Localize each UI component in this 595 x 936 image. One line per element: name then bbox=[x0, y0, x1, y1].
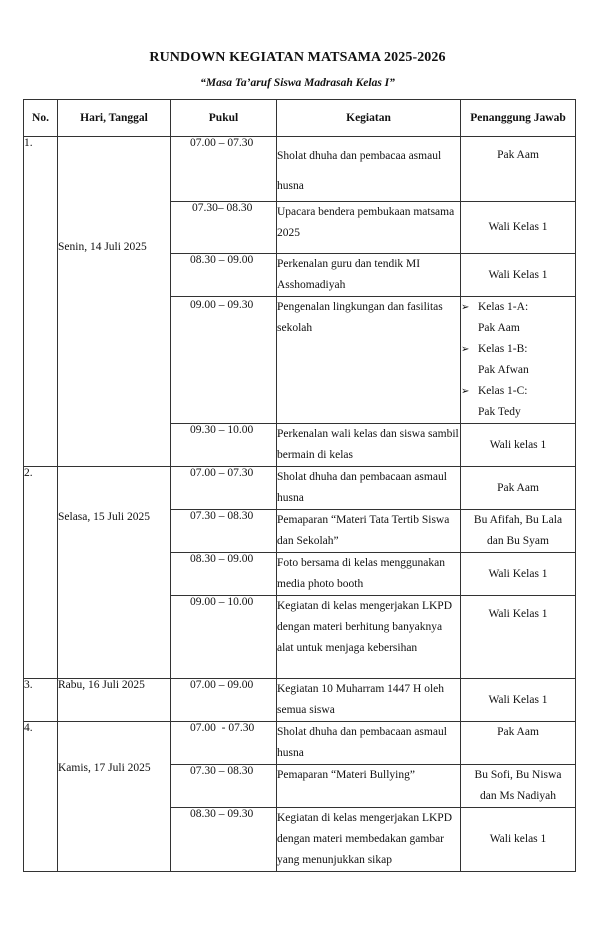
document-subtitle: “Masa Ta’aruf Siswa Madrasah Kelas I” bbox=[200, 77, 395, 89]
time-cell: 07.30 – 08.30 bbox=[171, 510, 277, 553]
pj-cell: Wali Kelas 1 bbox=[461, 596, 576, 679]
time-cell: 09.00 – 10.00 bbox=[171, 596, 277, 679]
pj-cell: Wali Kelas 1 bbox=[461, 679, 576, 722]
header-no: No. bbox=[24, 100, 58, 137]
table-header-row bbox=[24, 100, 576, 137]
pj-cell: Bu Afifah, Bu Lala dan Bu Syam bbox=[461, 510, 576, 553]
pj-cell: Pak Aam bbox=[461, 137, 576, 202]
pj-cell: Pak Aam bbox=[461, 722, 576, 765]
time-cell: 07.00 – 07.30 bbox=[171, 467, 277, 510]
pj-cell: Wali kelas 1 bbox=[461, 808, 576, 872]
pj-cell: Bu Sofi, Bu Niswa dan Ms Nadiyah bbox=[461, 765, 576, 808]
day-date: Selasa, 15 Juli 2025 bbox=[58, 467, 171, 679]
day-date: Kamis, 17 Juli 2025 bbox=[58, 722, 171, 872]
activity-cell: Kegiatan di kelas mengerjakan LKPD dengan materi membedakan gambar yang menunjukkan sikap bbox=[277, 808, 461, 872]
time-cell: 09.00 – 09.30 bbox=[171, 297, 277, 424]
activity-cell: Perkenalan wali kelas dan siswa sambil bermain di kelas bbox=[277, 424, 461, 467]
pj-list-item bbox=[461, 297, 575, 318]
activity-cell: Kegiatan di kelas mengerjakan LKPD dengan materi berhitung banyaknya alat untuk menjaga kebersihan bbox=[277, 596, 461, 679]
activity-cell: Pemaparan “Materi Bullying” bbox=[277, 765, 461, 808]
arrowhead-bullet-icon: ➢ bbox=[461, 302, 470, 313]
header-activity: Kegiatan bbox=[277, 100, 461, 137]
pj-cell: Wali Kelas 1 bbox=[461, 254, 576, 297]
time-cell: 08.30 – 09.30 bbox=[171, 808, 277, 872]
table-row bbox=[24, 467, 576, 510]
arrowhead-bullet-icon: ➢ bbox=[461, 344, 470, 355]
activity-cell: Pengenalan lingkungan dan fasilitas sekolah bbox=[277, 297, 461, 424]
arrowhead-bullet-icon: ➢ bbox=[461, 386, 470, 397]
pj-cell: Pak Aam bbox=[461, 467, 576, 510]
document-title: RUNDOWN KEGIATAN MATSAMA 2025-2026 bbox=[149, 50, 446, 65]
pj-list-item bbox=[461, 339, 575, 360]
day-number: 3. bbox=[24, 679, 58, 722]
activity-cell: Foto bersama di kelas menggunakan media photo booth bbox=[277, 553, 461, 596]
header-pj: Penanggung Jawab bbox=[461, 100, 576, 137]
pj-teacher-name: Pak Aam bbox=[478, 322, 520, 334]
pj-cell: Wali Kelas 1 bbox=[461, 202, 576, 254]
time-cell: 08.30 – 09.00 bbox=[171, 254, 277, 297]
pj-list-item bbox=[461, 381, 575, 402]
day-number: 2. bbox=[24, 467, 58, 679]
header-day: Hari, Tanggal bbox=[58, 100, 171, 137]
activity-cell: Sholat dhuha dan pembacaan asmaul husna bbox=[277, 722, 461, 765]
activity-cell: Kegiatan 10 Muharram 1447 H oleh semua siswa bbox=[277, 679, 461, 722]
pj-class-label: Kelas 1-B: bbox=[478, 343, 528, 355]
activity-cell: Sholat dhuha dan pembacaa asmaul husna bbox=[277, 137, 461, 202]
time-cell: 07.00 – 09.00 bbox=[171, 679, 277, 722]
pj-cell: Wali kelas 1 bbox=[461, 424, 576, 467]
day-number: 1. bbox=[24, 137, 58, 467]
pj-class-label: Kelas 1-A: bbox=[478, 301, 529, 313]
activity-cell: Sholat dhuha dan pembacaan asmaul husna bbox=[277, 467, 461, 510]
time-cell: 07.30 – 08.30 bbox=[171, 765, 277, 808]
time-cell: 08.30 – 09.00 bbox=[171, 553, 277, 596]
table-row bbox=[24, 722, 576, 765]
day-date: Senin, 14 Juli 2025 bbox=[58, 137, 171, 467]
table-row bbox=[24, 137, 576, 202]
activity-cell: Upacara bendera pembukaan matsama 2025 bbox=[277, 202, 461, 254]
time-cell: 07.00 - 07.30 bbox=[171, 722, 277, 765]
header-time: Pukul bbox=[171, 100, 277, 137]
activity-cell: Perkenalan guru dan tendik MI Asshomadiyah bbox=[277, 254, 461, 297]
pj-cell: Wali Kelas 1 bbox=[461, 553, 576, 596]
day-number: 4. bbox=[24, 722, 58, 872]
activity-cell: Pemaparan “Materi Tata Tertib Siswa dan Sekolah” bbox=[277, 510, 461, 553]
time-cell: 09.30 – 10.00 bbox=[171, 424, 277, 467]
rundown-table bbox=[23, 99, 576, 872]
table-row bbox=[24, 679, 576, 722]
day-date: Rabu, 16 Juli 2025 bbox=[58, 679, 171, 722]
pj-list-cell bbox=[461, 297, 576, 424]
time-cell: 07.30– 08.30 bbox=[171, 202, 277, 254]
pj-teacher-name: Pak Afwan bbox=[478, 364, 529, 376]
pj-teacher-name: Pak Tedy bbox=[478, 406, 521, 418]
time-cell: 07.00 – 07.30 bbox=[171, 137, 277, 202]
pj-class-label: Kelas 1-C: bbox=[478, 385, 528, 397]
